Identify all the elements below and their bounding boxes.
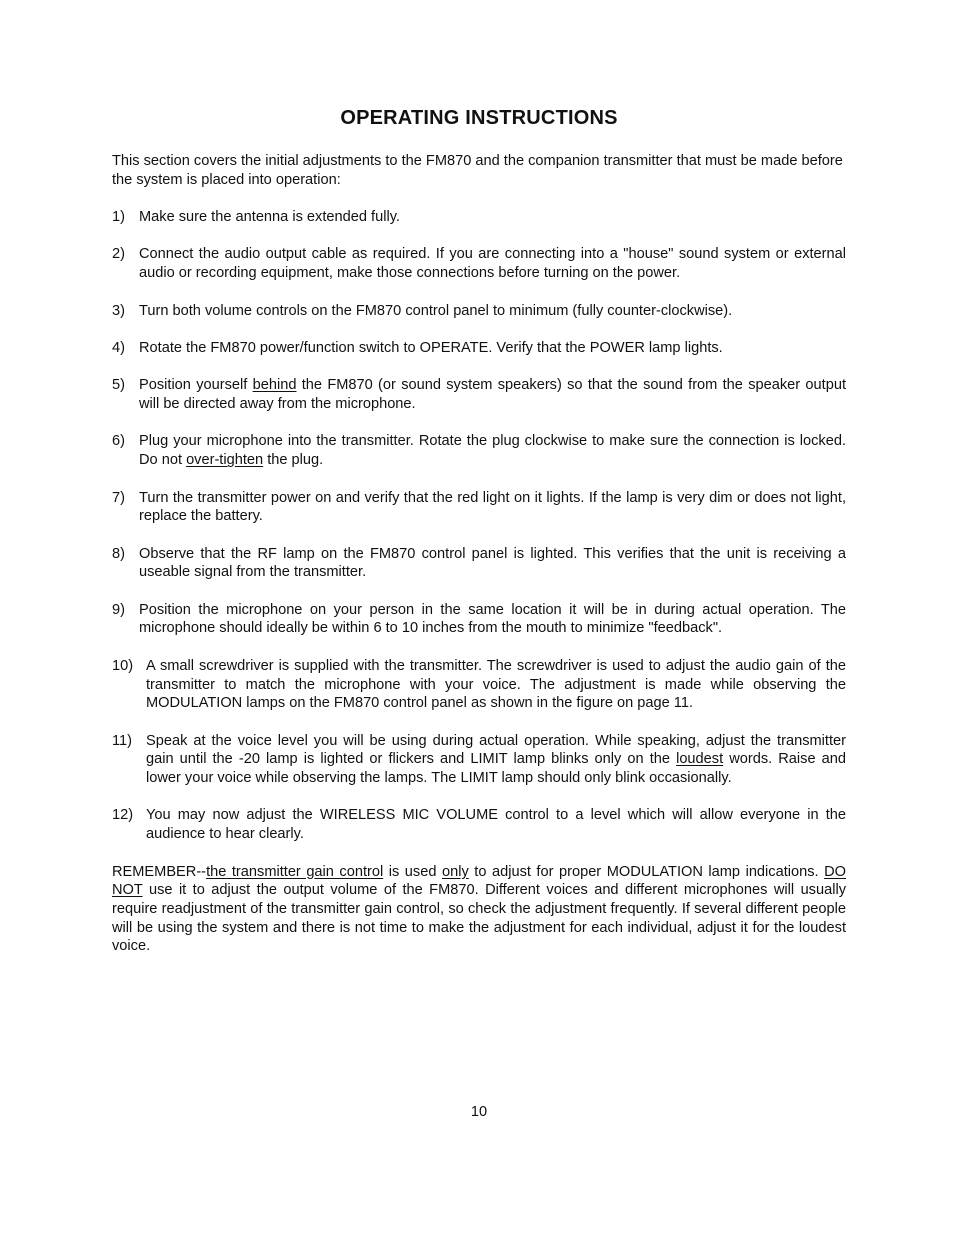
underlined-emphasis: behind (252, 377, 297, 394)
step-2 (112, 245, 846, 282)
underlined-emphasis: the transmitter gain control (206, 863, 384, 880)
step-6 (112, 432, 846, 469)
step-number: 6) (112, 433, 125, 450)
step-3 (112, 302, 846, 321)
underlined-emphasis: loudest (676, 751, 724, 768)
body-text (112, 152, 846, 956)
step-number: 4) (112, 339, 125, 356)
step-number: 5) (112, 377, 125, 394)
step-number: 2) (112, 246, 125, 263)
step-1 (112, 208, 846, 227)
page-title: OPERATING INSTRUCTIONS (340, 107, 618, 129)
step-text: A small screwdriver is supplied with the transmitter. The screwdriver is used to adjust the audio gain of the transmitter to match the microphone with your voice. The adjustment is made while observing the MODULATION lamps on the FM870 control panel as shown in the figure on page 11. (146, 657, 846, 712)
step-8 (112, 545, 846, 582)
step-number: 7) (112, 489, 125, 506)
step-4 (112, 339, 846, 358)
step-number: 11) (112, 732, 133, 749)
step-number: 1) (112, 209, 125, 226)
step-number: 9) (112, 601, 125, 618)
step-text: Speak at the voice level you will be using during actual operation. While speaking, adjust the transmitter gain until the -20 lamp is lighted or flickers and LIMIT lamp blinks only on the loudest words. Raise and lower your voice while observing the lamps. The LIMIT lamp should only blink occasionally. (146, 732, 846, 787)
step-number: 8) (112, 545, 125, 562)
step-text: Turn both volume controls on the FM870 control panel to minimum (fully counter-clockwise). (139, 302, 733, 319)
step-5 (112, 376, 846, 413)
step-text: Make sure the antenna is extended fully. (139, 209, 400, 226)
underlined-emphasis: over-tighten (186, 452, 264, 469)
step-text: Turn the transmitter power on and verify that the red light on it lights. If the lamp is very dim or does not light, replace the battery. (139, 489, 846, 525)
step-number: 10) (112, 657, 134, 674)
step-text: Connect the audio output cable as required. If you are connecting into a "house" sound system or external audio or recording equipment, make those connections before turning on the power. (139, 246, 846, 282)
remember-paragraph: REMEMBER--the transmitter gain control is used only to adjust for proper MODULATION lamp indications. DO NOT use it to adjust the output volume of the FM870. Different voices and different microphones will usually require readjustment of the transmitter gain control, so check the adjustment frequently. If several different people will be using the system and there is not time to make the adjustment for each individual, adjust it for the loudest voice. (112, 863, 846, 955)
step-11 (112, 732, 846, 788)
step-number: 3) (112, 302, 125, 319)
step-9 (112, 601, 846, 638)
step-text: Observe that the RF lamp on the FM870 control panel is lighted. This verifies that the unit is receiving a useable signal from the transmitter. (139, 545, 846, 581)
step-text: Plug your microphone into the transmitter. Rotate the plug clockwise to make sure the connection is locked. Do not over-tighten the plug. (139, 433, 846, 469)
document-page (112, 0, 846, 1235)
underlined-emphasis: only (441, 863, 469, 880)
intro-paragraph: This section covers the initial adjustments to the FM870 and the companion transmitter that must be made before the system is placed into operation: (112, 153, 843, 188)
step-10 (112, 657, 846, 713)
step-text: Rotate the FM870 power/function switch to OPERATE. Verify that the POWER lamp lights. (139, 339, 723, 356)
underlined-emphasis: DO NOT (112, 863, 846, 899)
step-7 (112, 489, 846, 526)
step-text: Position the microphone on your person in the same location it will be in during actual operation. The microphone should ideally be within 6 to 10 inches from the mouth to minimize "feedback". (139, 601, 846, 637)
page-number: 10 (470, 1104, 488, 1120)
step-12 (112, 806, 846, 843)
step-number: 12) (112, 807, 134, 824)
step-text: Position yourself behind the FM870 (or sound system speakers) so that the sound from the speaker output will be directed away from the microphone. (139, 377, 846, 413)
step-text: You may now adjust the WIRELESS MIC VOLUME control to a level which will allow everyone in the audience to hear clearly. (146, 807, 846, 843)
